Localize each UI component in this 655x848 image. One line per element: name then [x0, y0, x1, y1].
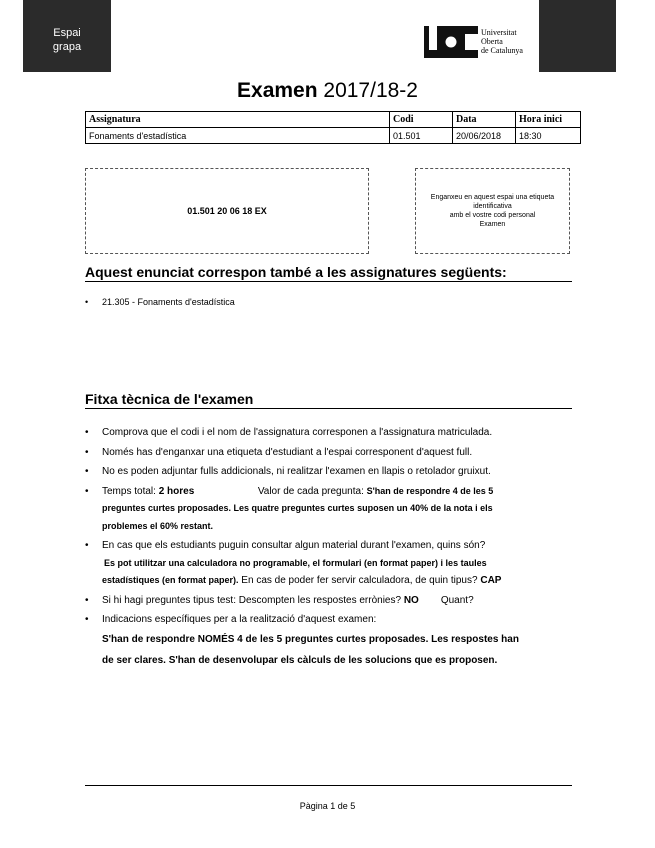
university-name-line3: de Catalunya — [481, 46, 523, 55]
question-value-text: S'han de respondre 4 de les 5 — [366, 485, 494, 496]
bullet-icon: • — [85, 614, 89, 625]
uoc-logo-mark-icon — [424, 26, 478, 58]
test-answer: NO — [403, 594, 419, 606]
list-item — [85, 424, 575, 442]
bullet-icon: • — [85, 297, 89, 307]
header-date: Data — [453, 112, 516, 128]
total-time-label: Temps total: — [102, 485, 159, 497]
staple-area — [23, 0, 111, 72]
bullet-icon: • — [85, 594, 89, 606]
test-amount-question: Quant? — [440, 594, 474, 606]
question-value-line3: problemes el 60% restant. — [102, 520, 214, 531]
bullet-icon: • — [85, 427, 89, 438]
exam-info-table — [85, 111, 581, 144]
university-name — [481, 28, 523, 55]
list-item — [85, 463, 575, 481]
list-item — [85, 444, 575, 462]
specific-instructions-line2: de ser clares. S'han de desenvolupar els càlculs de les solucions que es proposen. — [102, 654, 498, 666]
staple-area-line2: grapa — [52, 41, 82, 53]
header-code: Codi — [390, 112, 453, 128]
university-name-line1: Universitat — [481, 28, 517, 37]
list-item — [85, 297, 235, 307]
label-box-line3: amb el vostre codi personal — [449, 212, 536, 219]
page-title — [0, 79, 655, 103]
exam-code: 01.501 20 06 18 EX — [187, 206, 267, 216]
bullet-icon: • — [85, 485, 89, 497]
table-header-row — [86, 112, 581, 128]
title-bold: Examen — [237, 79, 318, 102]
list-item — [85, 592, 575, 610]
specific-instructions-line1: S'han de respondre NOMÉS 4 de les 5 preguntes curtes proposades. Les respostes han — [102, 633, 519, 645]
title-year: 2017/18-2 — [317, 79, 418, 102]
label-box-line1: Enganxeu en aquest espai una etiqueta — [430, 194, 555, 201]
bullet-icon: • — [85, 466, 89, 477]
item-text: Comprova que el codi i el nom de l'assignatura corresponen a l'assignatura matriculada. — [102, 427, 493, 438]
header-subject: Assignatura — [86, 112, 390, 128]
exam-code-box — [85, 168, 369, 254]
footer-divider — [85, 785, 572, 786]
bullet-icon: • — [85, 540, 89, 551]
list-item — [85, 537, 575, 590]
subjects-heading: Aquest enunciat correspon també a les assignatures següents: — [85, 264, 572, 282]
materials-question: En cas que els estudiants puguin consultar algun material durant l'examen, quins són? — [102, 540, 486, 551]
university-name-line2: Oberta — [481, 37, 503, 46]
question-value-label: Valor de cada pregunta: — [257, 485, 367, 497]
table-row — [86, 128, 581, 144]
test-question: Si hi hagi preguntes tipus test: Descompten les respostes errònies? — [102, 594, 404, 606]
tech-sheet-heading: Fitxa tècnica de l'examen — [85, 391, 572, 409]
header-start-time: Hora inici — [516, 112, 581, 128]
materials-answer-cont: estadístiques (en format paper). — [102, 575, 239, 585]
list-item — [85, 611, 575, 671]
student-label-box — [415, 168, 570, 254]
list-item — [85, 483, 575, 536]
question-value-line2: preguntes curtes proposades. Les quatre preguntes curtes suposen un 40% de la nota i els — [102, 503, 493, 513]
specific-instructions-label: Indicacions específiques per a la realització d'aquest examen: — [102, 614, 377, 625]
uoc-logo — [424, 26, 540, 58]
corner-block — [539, 0, 616, 72]
cell-code: 01.501 — [390, 128, 453, 144]
label-box-line4: Examen — [479, 221, 506, 228]
calculator-answer: CAP — [480, 575, 502, 586]
staple-area-line1: Espai — [53, 27, 81, 39]
total-time-value: 2 hores — [158, 485, 195, 497]
subject-item: 21.305 - Fonaments d'estadística — [102, 297, 235, 307]
label-box-line2: identificativa — [473, 203, 512, 210]
calculator-question: En cas de poder fer servir calculadora, de quin tipus? — [238, 575, 481, 586]
cell-date: 20/06/2018 — [453, 128, 516, 144]
materials-answer: Es pot utilitzar una calculadora no programable, el formulari (en format paper) i les taules — [104, 557, 487, 568]
bullet-icon: • — [85, 446, 89, 458]
cell-subject: Fonaments d'estadística — [86, 128, 390, 144]
page-number: Pàgina 1 de 5 — [299, 801, 356, 811]
item-text: Només has d'enganxar una etiqueta d'estudiant a l'espai corresponent d'aquest full. — [102, 446, 473, 458]
tech-sheet-list — [85, 424, 575, 673]
item-text: No es poden adjuntar fulls addicionals, ni realitzar l'examen en llapis o retolador gruixut. — [102, 466, 491, 477]
cell-start-time: 18:30 — [516, 128, 581, 144]
